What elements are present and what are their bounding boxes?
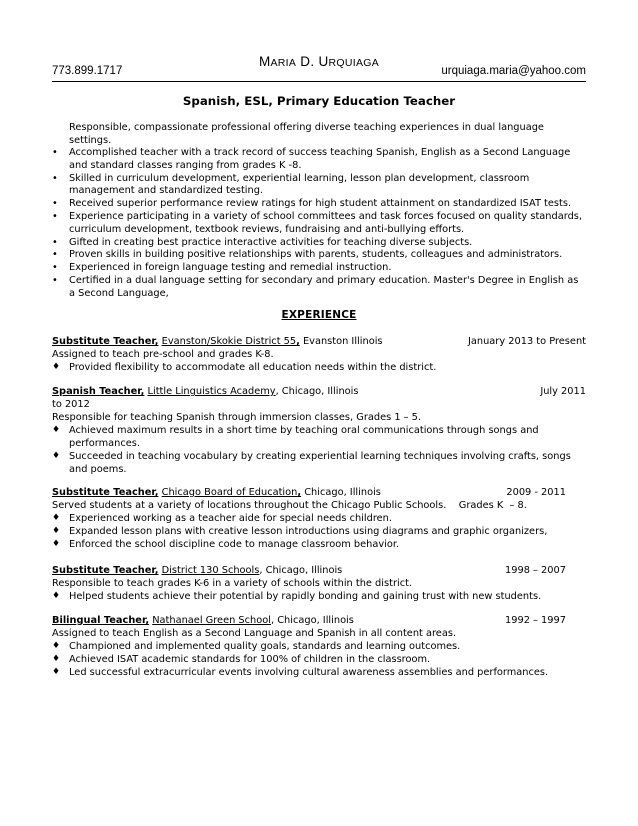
job-bullet-item: ♦ Helped students achieve their potential by rapidly bonding and gaining trust with new students. [52,591,542,602]
job-employer: Little Linguistics Academy [147,386,276,397]
bullet-icon: • [52,274,58,286]
job-employer-suffix: , [296,336,300,347]
summary-statement: Responsible, compassionate professional offering diverse teaching experiences in dual language settings. [69,122,544,146]
job-title: Substitute Teacher, [52,487,159,498]
diamond-bullet-icon: ♦ [52,667,61,677]
diamond-bullet-icon: ♦ [52,362,61,372]
highlight-item: • Certified in a dual language setting for secondary and primary education. Master's Degree in English as a Second Language, [52,274,579,299]
bullet-icon: • [52,236,58,248]
job-description: Responsible to teach grades K-6 in a variety of schools within the district. [52,578,413,589]
diamond-bullet-icon: ♦ [52,654,61,664]
bullet-icon: • [52,172,58,184]
job-description: Responsible for teaching Spanish through immersion classes, Grades 1 – 5. [52,412,422,423]
job-bullet-item: ♦ Achieved ISAT academic standards for 100% of children in the classroom. [52,654,431,665]
job-entry [52,486,586,551]
job-entry [52,385,586,476]
diamond-bullet-icon: ♦ [52,451,61,461]
job-title: Bilingual Teacher, [52,615,150,626]
job-title: Substitute Teacher, [52,565,159,576]
highlight-item: • Received superior performance review ratings for high student attainment on standardized ISAT tests. [52,198,572,210]
job-header [52,335,586,348]
job-dates: 1998 – 2007 [505,565,566,576]
job-bullet-item: ♦ Achieved maximum results in a short time by teaching oral communications through songs and performances. [52,425,539,449]
job-description: Served students at a variety of locations throughout the Chicago Public Schools. Grades K – 8. [52,500,527,511]
job-bullet-item: ♦ Championed and implemented quality goals, standards and learning outcomes. [52,641,461,652]
job-header [52,486,586,499]
job-bullets [52,424,586,476]
highlights-list [52,147,586,301]
job-employer: Nathanael Green School [152,615,271,626]
phone-number: 773.899.1717 [52,65,123,77]
job-description: Assigned to teach pre-school and grades K-8. [52,349,274,360]
job-employer: Evanston/Skokie District 55 [161,336,297,347]
job-employer: Chicago Board of Education [161,487,298,498]
job-dates: July 2011 [540,386,586,397]
job-dates: 1992 – 1997 [505,615,566,626]
bullet-icon: • [52,262,58,274]
header-divider [52,81,586,82]
highlight-item: • Skilled in curriculum development, experiential learning, lesson plan development, classroom management and standardized testing. [52,172,530,197]
diamond-bullet-icon: ♦ [52,526,61,536]
job-description: Assigned to teach English as a Second Language and Spanish in all content areas. [52,628,457,639]
job-location: , Chicago, Illinois [270,615,354,626]
job-employer: District 130 Schools [161,565,260,576]
job-bullets [52,512,586,551]
job-header [52,564,586,577]
job-title: Spanish Teacher, [52,386,145,397]
highlight-item: • Experienced in foreign language testing and remedial instruction. [52,262,392,274]
highlight-item: • Experience participating in a variety of school committees and task forces focused on quality standards, curriculum development, textbook reviews, fundraising and anti-bullying efforts. [52,210,583,235]
experience-heading: EXPERIENCE [281,309,357,321]
job-entry [52,335,586,374]
highlight-item: • Gifted in creating best practice interactive activities for teaching diverse subjects. [52,236,473,248]
job-bullet-item: ♦ Succeeded in teaching vocabulary by creating experiential learning techniques involving crafts, songs and poems. [52,451,571,475]
professional-headline: Spanish, ESL, Primary Education Teacher [182,94,456,108]
job-description: to 2012 [52,399,90,410]
job-header [52,385,586,398]
job-bullet-item: ♦ Led successful extracurricular events involving cultural awareness assemblies and performances. [52,667,549,678]
highlight-item: • Proven skills in building positive relationships with parents, students, colleagues and administrators. [52,249,563,261]
bullet-icon: • [52,210,58,222]
diamond-bullet-icon: ♦ [52,641,61,651]
job-location: Evanston Illinois [299,336,383,347]
job-bullet-item: ♦ Provided flexibility to accommodate all education needs within the district. [52,362,437,373]
email-address[interactable]: urquiaga.maria@yahoo.com [441,65,586,77]
candidate-name: MARIA D. URQUIAGA [258,54,380,69]
job-bullet-item: ♦ Enforced the school discipline code to manage classroom behavior. [52,539,400,550]
diamond-bullet-icon: ♦ [52,513,61,523]
diamond-bullet-icon: ♦ [52,539,61,549]
job-employer-suffix: , [297,487,302,498]
job-bullet-item: ♦ Expanded lesson plans with creative lesson introductions using diagrams and graphic organizers, [52,526,548,537]
bullet-icon: • [52,198,58,210]
bullet-icon: • [52,147,58,158]
job-dates: January 2013 to Present [467,336,586,347]
job-entry [52,564,586,603]
highlight-item: • Accomplished teacher with a track record of success teaching Spanish, English as a Second Language and standard classes ranging from grades K -8. [52,147,571,171]
job-dates: 2009 - 2011 [506,487,566,498]
job-location: , Chicago, Illinois [259,565,343,576]
job-bullets [52,640,586,679]
job-entry [52,614,586,679]
job-bullets [52,590,586,603]
job-bullets [52,361,586,374]
job-title: Substitute Teacher, [52,336,159,347]
job-bullet-item: ♦ Experienced working as a teacher aide for special needs children. [52,513,393,524]
job-location: Chicago, Illinois [301,487,381,498]
job-location: , Chicago, Illinois [275,386,359,397]
bullet-icon: • [52,249,58,261]
job-header [52,614,586,627]
diamond-bullet-icon: ♦ [52,425,61,435]
diamond-bullet-icon: ♦ [52,591,61,601]
